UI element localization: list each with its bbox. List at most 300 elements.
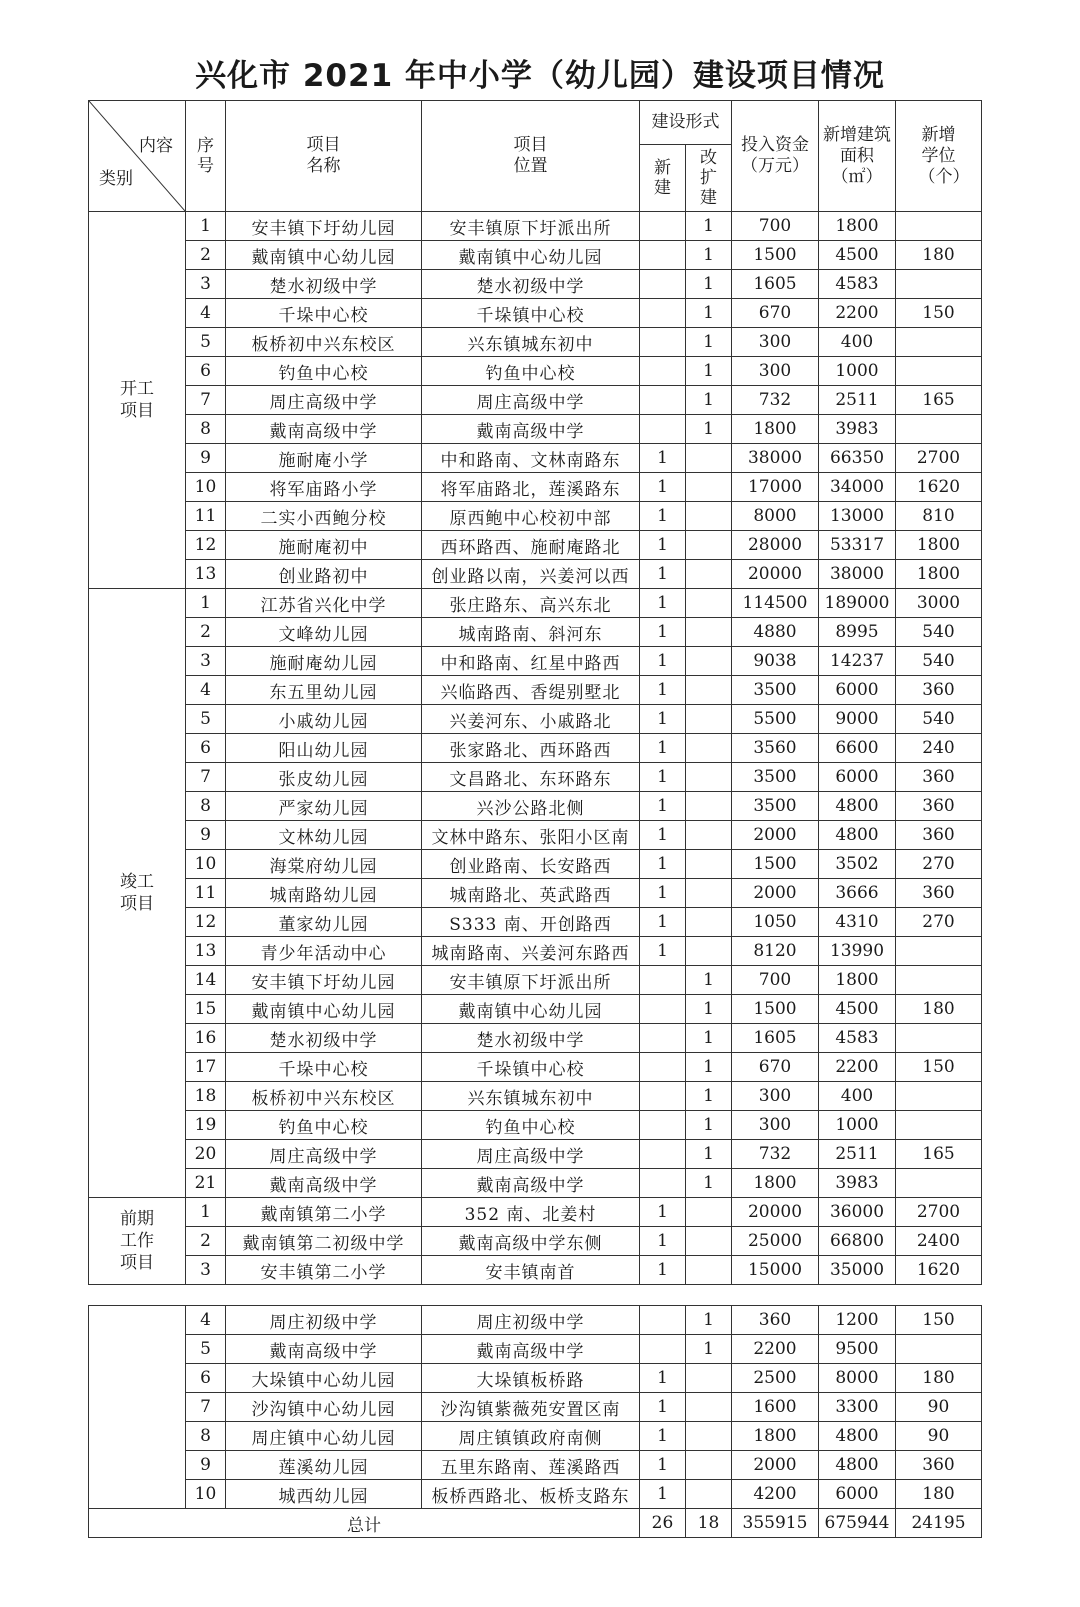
cell-location: S333 南、开创路西 xyxy=(422,908,640,937)
cell-invest: 17000 xyxy=(732,473,819,502)
cell-area: 8000 xyxy=(819,1364,896,1393)
table-row xyxy=(89,299,982,328)
table-row xyxy=(89,560,982,589)
cell-seq: 21 xyxy=(186,1169,226,1198)
cell-location: 张庄路东、高兴东北 xyxy=(422,589,640,618)
cell-new xyxy=(640,995,686,1024)
cell-invest: 3500 xyxy=(732,676,819,705)
cell-seats: 1620 xyxy=(896,1256,982,1285)
table-row xyxy=(89,734,982,763)
cell-location: 兴东镇城东初中 xyxy=(422,1082,640,1111)
cell-seats: 1620 xyxy=(896,473,982,502)
cell-seats: 1800 xyxy=(896,531,982,560)
cell-invest: 25000 xyxy=(732,1227,819,1256)
cell-name: 文林幼儿园 xyxy=(226,821,422,850)
cell-name: 戴南镇第二小学 xyxy=(226,1198,422,1227)
cell-new: 1 xyxy=(640,647,686,676)
cell-new: 1 xyxy=(640,1393,686,1422)
cell-area: 9000 xyxy=(819,705,896,734)
cell-area: 400 xyxy=(819,1082,896,1111)
cell-new: 1 xyxy=(640,676,686,705)
table-row xyxy=(89,328,982,357)
cell-location: 千垛镇中心校 xyxy=(422,1053,640,1082)
table-row xyxy=(89,966,982,995)
cell-seats xyxy=(896,415,982,444)
cell-expand xyxy=(686,908,732,937)
cell-expand: 1 xyxy=(686,1082,732,1111)
cell-name: 周庄镇中心幼儿园 xyxy=(226,1422,422,1451)
cell-location: 中和路南、文林南路东 xyxy=(422,444,640,473)
cell-area: 4500 xyxy=(819,241,896,270)
cell-seats xyxy=(896,1335,982,1364)
table-row xyxy=(89,647,982,676)
cell-invest: 4880 xyxy=(732,618,819,647)
cell-seq: 7 xyxy=(186,386,226,415)
cell-area: 1000 xyxy=(819,357,896,386)
cell-name: 楚水初级中学 xyxy=(226,1024,422,1053)
cell-seats: 540 xyxy=(896,618,982,647)
cell-seats xyxy=(896,357,982,386)
cell-seq: 9 xyxy=(186,821,226,850)
cell-invest: 15000 xyxy=(732,1256,819,1285)
cell-name: 张皮幼儿园 xyxy=(226,763,422,792)
cell-location: 戴南高级中学 xyxy=(422,1169,640,1198)
cell-area: 6000 xyxy=(819,676,896,705)
cell-expand xyxy=(686,792,732,821)
table-row xyxy=(89,850,982,879)
total-label: 总计 xyxy=(89,1509,640,1538)
cell-area: 3300 xyxy=(819,1393,896,1422)
cell-seats xyxy=(896,328,982,357)
cell-new: 1 xyxy=(640,850,686,879)
table-row xyxy=(89,705,982,734)
cell-seats: 165 xyxy=(896,1140,982,1169)
cell-seats xyxy=(896,1082,982,1111)
cell-location: 创业路南、长安路西 xyxy=(422,850,640,879)
cell-location: 周庄镇镇政府南侧 xyxy=(422,1422,640,1451)
header-content-label: 内容 xyxy=(139,136,173,156)
cell-location: 文昌路北、东环路东 xyxy=(422,763,640,792)
cell-location: 沙沟镇紫薇苑安置区南 xyxy=(422,1393,640,1422)
cell-seq: 1 xyxy=(186,212,226,241)
cell-name: 莲溪幼儿园 xyxy=(226,1451,422,1480)
table-row xyxy=(89,357,982,386)
cell-invest: 670 xyxy=(732,1053,819,1082)
cell-name: 施耐庵幼儿园 xyxy=(226,647,422,676)
cell-name: 钓鱼中心校 xyxy=(226,357,422,386)
table-row xyxy=(89,589,982,618)
cell-invest: 2000 xyxy=(732,1451,819,1480)
cell-new xyxy=(640,415,686,444)
cell-location: 周庄高级中学 xyxy=(422,386,640,415)
table-row xyxy=(89,212,982,241)
table-row xyxy=(89,618,982,647)
cell-seq: 15 xyxy=(186,995,226,1024)
table-row xyxy=(89,386,982,415)
cell-location: 大垛镇板桥路 xyxy=(422,1364,640,1393)
cell-location: 352 南、北姜村 xyxy=(422,1198,640,1227)
cell-area: 1800 xyxy=(819,966,896,995)
table-row xyxy=(89,908,982,937)
cell-new: 1 xyxy=(640,1256,686,1285)
cell-expand xyxy=(686,531,732,560)
cell-name: 安丰镇第二小学 xyxy=(226,1256,422,1285)
cell-invest: 670 xyxy=(732,299,819,328)
cell-area: 53317 xyxy=(819,531,896,560)
cell-invest: 2000 xyxy=(732,821,819,850)
cell-seats: 165 xyxy=(896,386,982,415)
cell-new: 1 xyxy=(640,1451,686,1480)
cell-location: 张家路北、西环路西 xyxy=(422,734,640,763)
cell-expand xyxy=(686,1480,732,1509)
table-row xyxy=(89,792,982,821)
cell-name: 钓鱼中心校 xyxy=(226,1111,422,1140)
cell-location: 城南路北、英武路西 xyxy=(422,879,640,908)
cell-invest: 1605 xyxy=(732,1024,819,1053)
cell-seq: 2 xyxy=(186,1227,226,1256)
cell-seq: 2 xyxy=(186,618,226,647)
cell-area: 13000 xyxy=(819,502,896,531)
cell-location: 城南路南、兴姜河东路西 xyxy=(422,937,640,966)
cell-invest: 3560 xyxy=(732,734,819,763)
cell-seats: 360 xyxy=(896,821,982,850)
table-row xyxy=(89,1256,982,1285)
cell-expand: 1 xyxy=(686,1053,732,1082)
cell-invest: 9038 xyxy=(732,647,819,676)
cell-invest: 8000 xyxy=(732,502,819,531)
cell-name: 沙沟镇中心幼儿园 xyxy=(226,1393,422,1422)
cell-expand: 1 xyxy=(686,386,732,415)
cell-seats: 360 xyxy=(896,1451,982,1480)
table-row xyxy=(89,763,982,792)
header-name: 项目名称 xyxy=(226,101,422,212)
cell-new: 1 xyxy=(640,879,686,908)
category-cell: 开工项目 xyxy=(89,212,186,589)
cell-location: 西环路西、施耐庵路北 xyxy=(422,531,640,560)
cell-name: 戴南高级中学 xyxy=(226,415,422,444)
cell-location: 周庄初级中学 xyxy=(422,1306,640,1335)
cell-seats: 90 xyxy=(896,1393,982,1422)
cell-location: 兴姜河东、小戚路北 xyxy=(422,705,640,734)
total-expand: 18 xyxy=(686,1509,732,1538)
cell-invest: 114500 xyxy=(732,589,819,618)
cell-new: 1 xyxy=(640,531,686,560)
header-invest: 投入资金（万元） xyxy=(732,101,819,212)
cell-invest: 1600 xyxy=(732,1393,819,1422)
header-area: 新增建筑面积（㎡） xyxy=(819,101,896,212)
cell-new: 1 xyxy=(640,705,686,734)
cell-seats: 360 xyxy=(896,763,982,792)
cell-name: 周庄高级中学 xyxy=(226,386,422,415)
cell-expand xyxy=(686,647,732,676)
page-title: 兴化市 2021 年中小学（幼儿园）建设项目情况 xyxy=(195,58,885,94)
cell-name: 施耐庵初中 xyxy=(226,531,422,560)
cell-seats: 3000 xyxy=(896,589,982,618)
cell-area: 3502 xyxy=(819,850,896,879)
cell-seq: 4 xyxy=(186,299,226,328)
cell-area: 1800 xyxy=(819,212,896,241)
cell-seats: 540 xyxy=(896,647,982,676)
table-row xyxy=(89,502,982,531)
cell-area: 3983 xyxy=(819,415,896,444)
total-seats: 24195 xyxy=(896,1509,982,1538)
cell-location: 楚水初级中学 xyxy=(422,270,640,299)
cell-seq: 3 xyxy=(186,270,226,299)
header-new: 新建 xyxy=(640,145,686,212)
cell-name: 千垛中心校 xyxy=(226,299,422,328)
cell-location: 安丰镇原下圩派出所 xyxy=(422,966,640,995)
cell-seq: 1 xyxy=(186,589,226,618)
cell-seq: 1 xyxy=(186,1198,226,1227)
cell-new xyxy=(640,212,686,241)
cell-area: 13990 xyxy=(819,937,896,966)
cell-expand: 1 xyxy=(686,1024,732,1053)
cell-seq: 11 xyxy=(186,502,226,531)
cell-invest: 1800 xyxy=(732,1422,819,1451)
cell-area: 400 xyxy=(819,328,896,357)
table-row xyxy=(89,1306,982,1335)
table-row xyxy=(89,1227,982,1256)
cell-new: 1 xyxy=(640,444,686,473)
cell-expand: 1 xyxy=(686,1335,732,1364)
cell-invest: 1050 xyxy=(732,908,819,937)
table-row xyxy=(89,270,982,299)
table-row xyxy=(89,1480,982,1509)
cell-seq: 8 xyxy=(186,792,226,821)
cell-name: 严家幼儿园 xyxy=(226,792,422,821)
cell-seq: 3 xyxy=(186,647,226,676)
cell-area: 1200 xyxy=(819,1306,896,1335)
cell-invest: 300 xyxy=(732,1082,819,1111)
cell-expand: 1 xyxy=(686,966,732,995)
cell-location: 板桥西路北、板桥支路东 xyxy=(422,1480,640,1509)
table-row xyxy=(89,473,982,502)
cell-new xyxy=(640,1082,686,1111)
cell-new: 1 xyxy=(640,502,686,531)
cell-expand xyxy=(686,1422,732,1451)
cell-seats: 2700 xyxy=(896,1198,982,1227)
cell-new: 1 xyxy=(640,1198,686,1227)
cell-expand: 1 xyxy=(686,1169,732,1198)
cell-new xyxy=(640,299,686,328)
cell-area: 66800 xyxy=(819,1227,896,1256)
cell-expand: 1 xyxy=(686,299,732,328)
cell-expand xyxy=(686,879,732,908)
cell-invest: 1605 xyxy=(732,270,819,299)
cell-location: 原西鲍中心校初中部 xyxy=(422,502,640,531)
header-location: 项目位置 xyxy=(422,101,640,212)
cell-area: 2511 xyxy=(819,386,896,415)
cell-expand xyxy=(686,1256,732,1285)
cell-new: 1 xyxy=(640,1364,686,1393)
cell-new: 1 xyxy=(640,734,686,763)
cell-name: 城南路幼儿园 xyxy=(226,879,422,908)
cell-location: 钓鱼中心校 xyxy=(422,1111,640,1140)
cell-area: 6000 xyxy=(819,1480,896,1509)
cell-area: 4800 xyxy=(819,821,896,850)
cell-new xyxy=(640,1306,686,1335)
cell-seats: 180 xyxy=(896,995,982,1024)
cell-new xyxy=(640,328,686,357)
cell-new: 1 xyxy=(640,1227,686,1256)
cell-expand: 1 xyxy=(686,212,732,241)
cell-name: 将军庙路小学 xyxy=(226,473,422,502)
cell-location: 中和路南、红星中路西 xyxy=(422,647,640,676)
cell-new xyxy=(640,1053,686,1082)
cell-seats xyxy=(896,966,982,995)
cell-seq: 6 xyxy=(186,357,226,386)
cell-name: 大垛镇中心幼儿园 xyxy=(226,1364,422,1393)
cell-name: 板桥初中兴东校区 xyxy=(226,328,422,357)
header-seats: 新增学位（个） xyxy=(896,101,982,212)
table-row xyxy=(89,1335,982,1364)
cell-seq: 6 xyxy=(186,1364,226,1393)
cell-area: 36000 xyxy=(819,1198,896,1227)
cell-name: 江苏省兴化中学 xyxy=(226,589,422,618)
cell-seats: 810 xyxy=(896,502,982,531)
cell-area: 6000 xyxy=(819,763,896,792)
cell-invest: 20000 xyxy=(732,560,819,589)
cell-location: 周庄高级中学 xyxy=(422,1140,640,1169)
total-new: 26 xyxy=(640,1509,686,1538)
total-row xyxy=(89,1509,982,1538)
cell-area: 4583 xyxy=(819,270,896,299)
cell-new xyxy=(640,966,686,995)
table-row xyxy=(89,531,982,560)
cell-seq: 13 xyxy=(186,560,226,589)
cell-seats: 270 xyxy=(896,908,982,937)
cell-name: 二实小西鲍分校 xyxy=(226,502,422,531)
cell-seq: 5 xyxy=(186,328,226,357)
cell-location: 楚水初级中学 xyxy=(422,1024,640,1053)
cell-area: 9500 xyxy=(819,1335,896,1364)
cell-seats: 360 xyxy=(896,879,982,908)
cell-new: 1 xyxy=(640,821,686,850)
cell-seq: 7 xyxy=(186,1393,226,1422)
cell-name: 创业路初中 xyxy=(226,560,422,589)
cell-area: 3666 xyxy=(819,879,896,908)
cell-invest: 1500 xyxy=(732,850,819,879)
header-expand: 改扩建 xyxy=(686,145,732,212)
cell-new: 1 xyxy=(640,937,686,966)
table-row xyxy=(89,1024,982,1053)
cell-location: 安丰镇南首 xyxy=(422,1256,640,1285)
cell-expand: 1 xyxy=(686,357,732,386)
cell-new xyxy=(640,1140,686,1169)
category-cell-continued xyxy=(89,1306,186,1509)
cell-expand xyxy=(686,589,732,618)
cell-location: 创业路以南，兴姜河以西 xyxy=(422,560,640,589)
cell-invest: 732 xyxy=(732,386,819,415)
table-row xyxy=(89,1393,982,1422)
cell-new: 1 xyxy=(640,1422,686,1451)
cell-seats: 180 xyxy=(896,1480,982,1509)
cell-area: 34000 xyxy=(819,473,896,502)
cell-invest: 1800 xyxy=(732,1169,819,1198)
header-category-label: 类别 xyxy=(99,169,133,189)
cell-expand xyxy=(686,1198,732,1227)
cell-invest: 20000 xyxy=(732,1198,819,1227)
cell-location: 城南路南、斜河东 xyxy=(422,618,640,647)
cell-expand: 1 xyxy=(686,1140,732,1169)
cell-name: 青少年活动中心 xyxy=(226,937,422,966)
cell-location: 文林中路东、张阳小区南 xyxy=(422,821,640,850)
cell-seats xyxy=(896,1111,982,1140)
cell-location: 兴沙公路北侧 xyxy=(422,792,640,821)
cell-location: 戴南高级中学 xyxy=(422,1335,640,1364)
cell-expand xyxy=(686,734,732,763)
cell-seq: 10 xyxy=(186,850,226,879)
cell-seq: 12 xyxy=(186,908,226,937)
cell-seq: 8 xyxy=(186,415,226,444)
cell-new: 1 xyxy=(640,1480,686,1509)
cell-seq: 10 xyxy=(186,1480,226,1509)
cell-seq: 9 xyxy=(186,444,226,473)
cell-location: 钓鱼中心校 xyxy=(422,357,640,386)
cell-seq: 11 xyxy=(186,879,226,908)
cell-name: 小戚幼儿园 xyxy=(226,705,422,734)
cell-invest: 2200 xyxy=(732,1335,819,1364)
cell-seq: 9 xyxy=(186,1451,226,1480)
diagonal-header-cell xyxy=(89,101,186,212)
cell-location: 戴南高级中学东侧 xyxy=(422,1227,640,1256)
cell-invest: 732 xyxy=(732,1140,819,1169)
cell-new: 1 xyxy=(640,473,686,502)
header-seq: 序号 xyxy=(186,101,226,212)
table-row xyxy=(89,879,982,908)
cell-seats: 270 xyxy=(896,850,982,879)
cell-location: 兴临路西、香缇别墅北 xyxy=(422,676,640,705)
cell-location: 戴南高级中学 xyxy=(422,415,640,444)
cell-location: 戴南镇中心幼儿园 xyxy=(422,241,640,270)
cell-expand: 1 xyxy=(686,995,732,1024)
cell-new: 1 xyxy=(640,792,686,821)
cell-area: 66350 xyxy=(819,444,896,473)
cell-invest: 1800 xyxy=(732,415,819,444)
cell-name: 董家幼儿园 xyxy=(226,908,422,937)
projects-table-continued xyxy=(88,1305,982,1538)
cell-area: 6600 xyxy=(819,734,896,763)
cell-seats: 150 xyxy=(896,1053,982,1082)
cell-new xyxy=(640,1024,686,1053)
cell-expand xyxy=(686,763,732,792)
cell-location: 将军庙路北，莲溪路东 xyxy=(422,473,640,502)
cell-seq: 12 xyxy=(186,531,226,560)
cell-name: 安丰镇下圩幼儿园 xyxy=(226,212,422,241)
cell-new xyxy=(640,1169,686,1198)
cell-new xyxy=(640,1335,686,1364)
table-row xyxy=(89,1364,982,1393)
cell-invest: 3500 xyxy=(732,763,819,792)
cell-area: 2200 xyxy=(819,299,896,328)
table-row xyxy=(89,995,982,1024)
cell-area: 14237 xyxy=(819,647,896,676)
table-row xyxy=(89,937,982,966)
cell-new: 1 xyxy=(640,589,686,618)
cell-expand xyxy=(686,1451,732,1480)
header-form: 建设形式 xyxy=(640,101,732,145)
cell-invest: 4200 xyxy=(732,1480,819,1509)
cell-expand xyxy=(686,821,732,850)
table-row xyxy=(89,444,982,473)
cell-seq: 16 xyxy=(186,1024,226,1053)
cell-area: 4500 xyxy=(819,995,896,1024)
cell-name: 周庄高级中学 xyxy=(226,1140,422,1169)
cell-invest: 2500 xyxy=(732,1364,819,1393)
diagonal-line xyxy=(89,101,185,211)
cell-name: 城西幼儿园 xyxy=(226,1480,422,1509)
cell-seq: 7 xyxy=(186,763,226,792)
